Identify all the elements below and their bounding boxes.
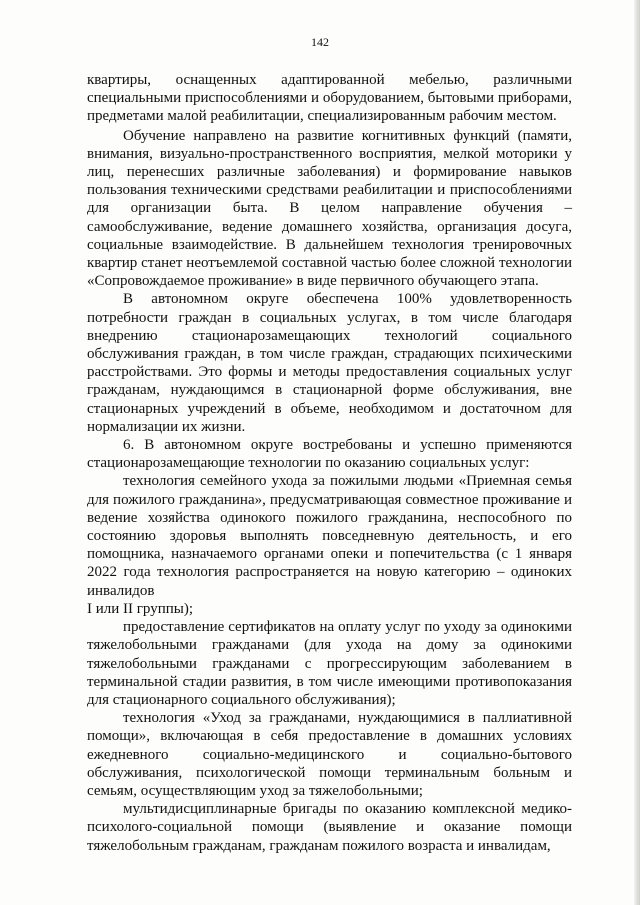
paragraph-item-6-intro: 6. В автономном округе востребованы и успешно применяются стационарозамещающие технологии по оказанию социальных услуг: [87, 437, 572, 472]
paragraph-service-satisfaction: В автономном округе обеспечена 100% удовлетворенность потребности граждан в социальных услугах, в том числе благодаря внедрению стационарозамещающих технологий социального обслуживания граждан, в том числе граждан, страдающих психическими расстройствами. Это формы и методы предоставления социальных услуг гражданам, нуждающимся в стационарной форме обслуживания, вне стационарных учреждений в объеме, необходимом и достаточном для нормализации их жизни. [87, 291, 572, 435]
paragraph-palliative-care: технология «Уход за гражданами, нуждающимися в паллиативной помощи», включающая в себя предоставление в домашних условиях ежедневного социально-медицинского и социально-бытового обслуживания, психологической помощи терминальным больным и семьям, осуществляющим уход за тяжелобольными; [87, 710, 572, 799]
paragraph-multidisciplinary-teams: мультидисциплинарные бригады по оказанию комплексной медико-психолого-социальной помощи (выявление и оказание помощи тяжелобольным гражданам, гражданам пожилого возраста и инвалидам, [87, 801, 572, 854]
page-number: 142 [311, 35, 329, 49]
paragraph-disability-group: I или II группы); [87, 600, 194, 617]
paragraph-apartment-equipment: квартиры, оснащенных адаптированной мебелью, различными специальными приспособлениями и оборудованием, бытовыми приборами, предметами малой реабилитации, специализированным рабочим местом. [87, 72, 572, 125]
page-edge-shadow [634, 0, 640, 905]
paragraph-foster-family: технология семейного ухода за пожилыми людьми «Приемная семья для пожилого гражданина», предусматривающая совместное проживание и ведение хозяйства одинокого пожилого гражданина, неспособного по состоянию здоровья выполнять повседневную деятельность, и его помощника, назначаемого органами опеки и попечительства (с 1 января 2022 года технология распространяется на новую категорию – одиноких инвалидов [87, 473, 572, 599]
document-body [87, 71, 572, 855]
paragraph-training-goals: Обучение направлено на развитие когнитивных функций (памяти, внимания, визуально-пространственного восприятия, мелкой моторики у лиц, перенесших различные заболевания) и формирование навыков пользования техническими средствами реабилитации и приспособлениями для организации быта. В целом направление обучения – самообслуживание, ведение домашнего хозяйства, организация досуга, социальные взаимодействие. В дальнейшем технология тренировочных квартир станет неотъемлемой составной частью более сложной технологии «Сопровождаемое проживание» в виде первичного обучающего этапа. [87, 127, 572, 290]
paragraph-care-certificates: предоставление сертификатов на оплату услуг по уходу за одинокими тяжелобольными гражданами (для ухода на дому за одинокими тяжелобольными гражданами с прогрессирующим заболеванием в терминальной стадии развития, в том числе имеющими противопоказания для стационарного социального обслуживания); [87, 619, 572, 708]
